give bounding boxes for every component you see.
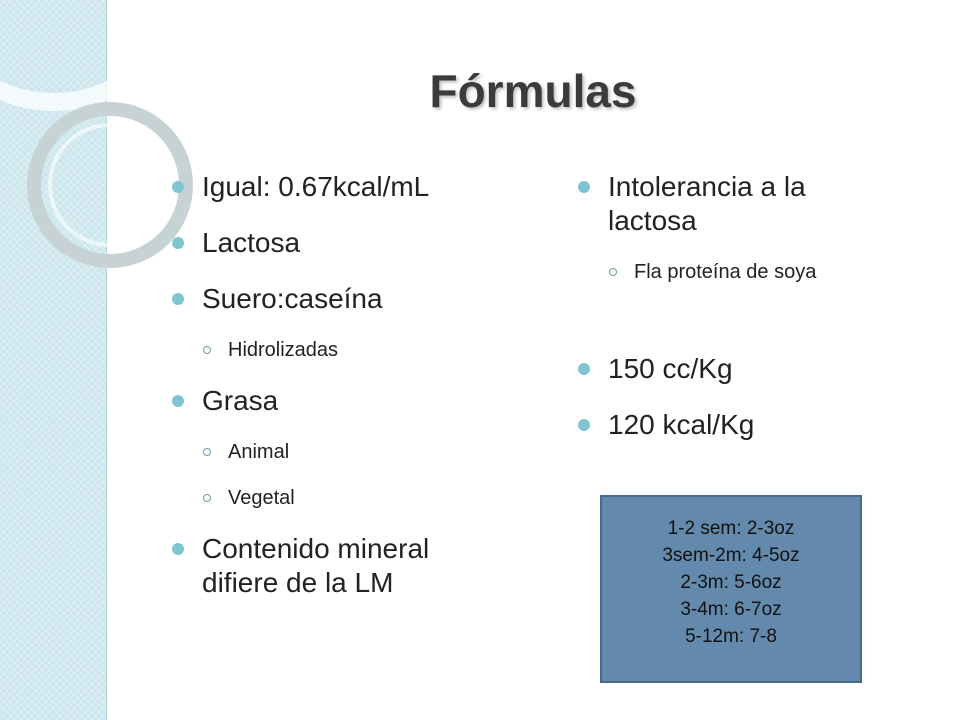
bullet-dot-icon [172, 181, 184, 193]
bullet-item [576, 352, 896, 386]
bullet-text: Lactosa [202, 227, 301, 258]
bullet-text: Igual: 0.67kcal/mL [202, 171, 430, 202]
slide-title: Fórmulas [429, 65, 637, 117]
right-bullet-list [576, 170, 896, 464]
sub-bullet-item [170, 440, 510, 464]
bullet-item [170, 226, 510, 260]
feeding-line: 3-4m: 6-7oz [680, 599, 782, 620]
sub-bullet-item [576, 260, 896, 284]
bullet-text: Contenido mineral difiere de la LM [202, 533, 430, 598]
sub-bullet-ring-icon [203, 448, 211, 456]
feeding-line: 1-2 sem: 2-3oz [667, 518, 795, 539]
feeding-line: 5-12m: 7-8 [685, 626, 777, 647]
bullet-dot-icon [578, 181, 590, 193]
bullet-dot-icon [172, 395, 184, 407]
bullet-item [170, 532, 510, 600]
bullet-dot-icon [578, 363, 590, 375]
sub-bullet-text: Vegetal [228, 487, 295, 509]
bullet-item [576, 408, 896, 442]
sub-bullet-text: Animal [228, 441, 290, 463]
bullet-dot-icon [172, 293, 184, 305]
bullet-text: 120 kcal/Kg [608, 409, 755, 440]
feeding-line: 3sem-2m: 4-5oz [662, 545, 800, 566]
bullet-text: Grasa [202, 385, 279, 416]
left-bullet-list [170, 170, 510, 622]
bullet-text: 150 cc/Kg [608, 353, 733, 384]
sub-bullet-item [170, 338, 510, 362]
bullet-dot-icon [172, 543, 184, 555]
sub-bullet-text: Fla proteína de soya [634, 261, 817, 283]
bullet-item [170, 170, 510, 204]
bullet-item [170, 282, 510, 316]
bullet-text: Intolerancia a la lactosa [608, 171, 806, 236]
sub-bullet-ring-icon [203, 346, 211, 354]
sub-bullet-ring-icon [203, 494, 211, 502]
sub-bullet-text: Hidrolizadas [228, 339, 339, 361]
bullet-dot-icon [172, 237, 184, 249]
bullet-item [576, 170, 896, 238]
bullet-item [170, 384, 510, 418]
sub-bullet-item [170, 486, 510, 510]
bullet-text: Suero:caseína [202, 283, 383, 314]
feeding-line: 2-3m: 5-6oz [680, 572, 782, 593]
sub-bullet-ring-icon [609, 268, 617, 276]
bullet-dot-icon [578, 419, 590, 431]
spacer [576, 306, 896, 352]
feeding-volume-box [600, 495, 862, 683]
